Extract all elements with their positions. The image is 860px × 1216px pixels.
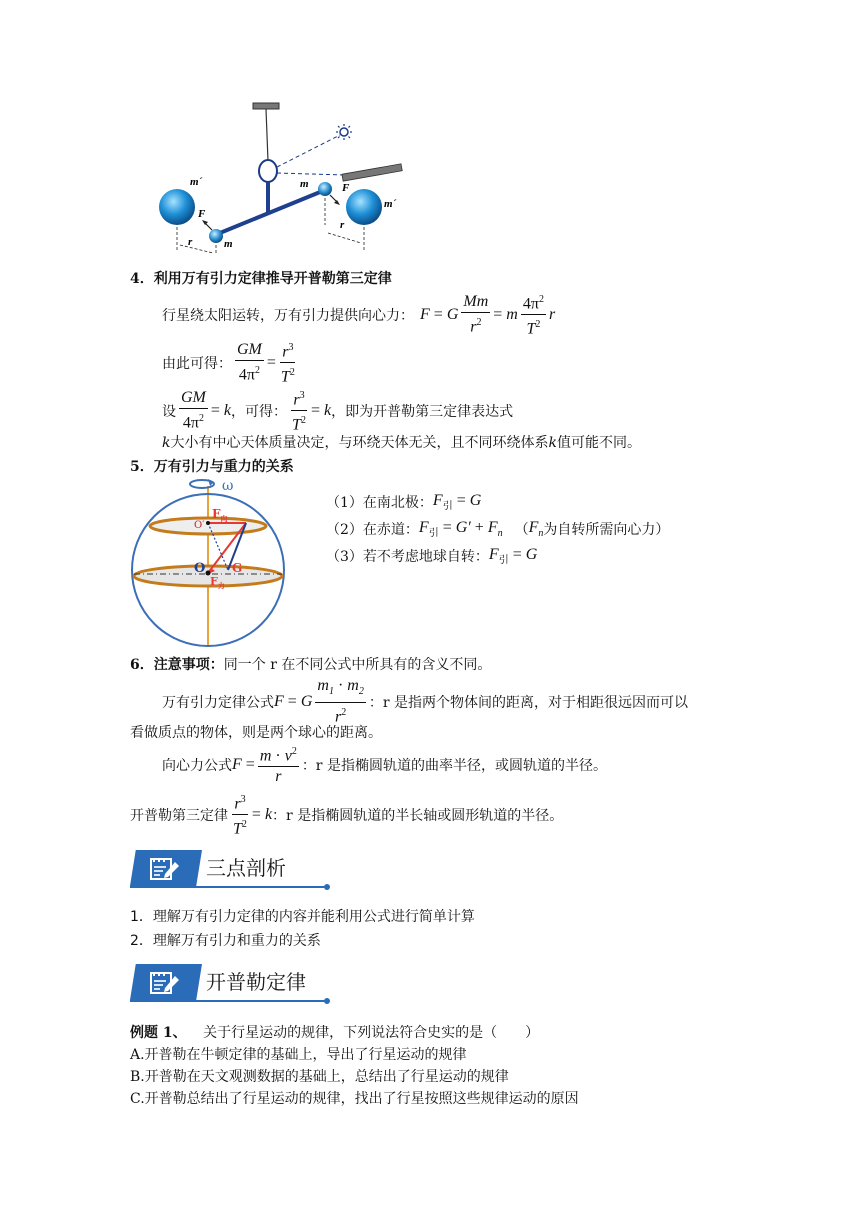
- omega-label: ω: [222, 478, 234, 494]
- section6-para3: 开普勒第三定律 $\frac{r^3}{T^2}$ = k ：r 是指椭圆轨道的半长轴或圆形轨道的半径。: [130, 790, 563, 840]
- section4-line3-suffix: ，即为开普勒第三定律表达式: [331, 403, 514, 420]
- section4-line3-mid: ，可得：: [231, 403, 288, 420]
- section4-line1-text: 行星绕太阳运转，万有引力提供向心力：: [162, 307, 414, 324]
- example-question: [130, 1022, 539, 1042]
- section-banner-analysis: [130, 850, 330, 890]
- section5-item2: （2）在赤道： $F_引 = G' + F_n$ （ $F_n$ 为自转所需向心力）: [326, 519, 670, 540]
- large-mass-right: [346, 189, 382, 225]
- section6-heading: 6．注意事项：: [130, 657, 224, 673]
- section6-para1-line2: 看做质点的物体，则是两个球心的距离。: [130, 725, 382, 741]
- banner-title: 三点剖析: [206, 856, 286, 880]
- formula-kepler3: $\frac{r^3}{T^2}$ = k: [228, 790, 272, 840]
- section4-line1: [162, 290, 555, 340]
- torsion-balance-figure: [150, 95, 410, 265]
- section4-heading: 4．利用万有引力定律推导开普勒第三定律: [130, 271, 392, 287]
- example-question-text: 关于行星运动的规律，下列说法符合史实的是（ ）: [203, 1025, 540, 1041]
- label-O: O: [194, 561, 206, 576]
- section5-item3: （3）若不考虑地球自转： $F_引 = G$: [326, 546, 538, 567]
- section4-line4-end: 值可能不同。: [556, 435, 641, 451]
- notepad-pencil-icon: [148, 854, 182, 882]
- formula-gravity-centripetal: F = G $\frac{Mm}{r^2}$ = m $\frac{4\pi^2}{T^2}$ r: [420, 290, 555, 340]
- section4-line4-k: k: [162, 435, 171, 451]
- point-2: 2．理解万有引力和重力的关系: [130, 933, 321, 949]
- point-1: 1．理解万有引力定律的内容并能利用公式进行简单计算: [130, 909, 475, 925]
- label-r-left: r: [188, 236, 193, 248]
- label-F-right: F: [342, 182, 350, 194]
- notepad-pencil-icon: [148, 968, 182, 996]
- label-F-li: $F_力$: [210, 575, 225, 590]
- formula-centripetal: F = $\frac{m \cdot v^2}{r}$: [232, 742, 302, 787]
- section4-line2: [162, 338, 300, 388]
- label-G: G: [232, 561, 243, 575]
- small-mass-left: [209, 229, 223, 243]
- formula-universal-gravitation: F = G $\frac{m_1 \cdot m_2}{r^2}$: [274, 677, 364, 726]
- large-mass-left: [159, 189, 195, 225]
- small-mass-right: [318, 182, 332, 196]
- section6-para2: 向心力公式 F = $\frac{m \cdot v^2}{r}$ ：r 是指椭圆轨道的曲率半径，或圆轨道的半径。: [162, 742, 607, 787]
- suspension-wire: [266, 109, 268, 161]
- label-O-prime: O′: [194, 520, 205, 531]
- section5-item1: （1）在南北极： $F_引 = G$: [326, 492, 482, 513]
- section6-para1: 万有引力定律公式 F = G $\frac{m_1 \cdot m_2}{r^2}$ ：r 是指两个物体间的距离，对于相距很远因而可以: [162, 677, 688, 726]
- option-c: C.开普勒总结出了行星运动的规律，找出了行星按照这些规律运动的原因: [130, 1091, 579, 1107]
- formula-gm-ratio: $\frac{GM}{4\pi^2}$ = $\frac{r^3}{T^2}$: [232, 338, 300, 388]
- label-m-left: m: [224, 238, 233, 250]
- section4-line2-text: 由此可得：: [162, 355, 232, 372]
- scale: [342, 164, 402, 181]
- light-source-icon: [336, 124, 352, 140]
- label-F-xiang: $F_向$: [212, 507, 228, 523]
- banner-title: 开普勒定律: [206, 970, 306, 994]
- label-m-prime-right: m´: [384, 198, 397, 210]
- section-banner-kepler: [130, 964, 330, 1004]
- section4-line4: k大小有中心天体质量决定，与环绕天体无关，且不同环绕体系k值可能不同。: [162, 435, 641, 451]
- example-label: 例题 1、: [130, 1025, 187, 1041]
- equator-plane: [134, 566, 282, 586]
- earth-gravity-figure: [128, 478, 288, 648]
- section4-line3-set: 设: [162, 403, 176, 420]
- mirror: [259, 160, 277, 182]
- section6-heading-line: [130, 654, 491, 674]
- ceiling-mount: [253, 103, 279, 109]
- section4-line4-text: 大小有中心天体质量决定，与环绕天体无关，且不同环绕体系: [170, 435, 549, 451]
- section5-heading: 5．万有引力与重力的关系: [130, 459, 294, 475]
- label-m-prime-left: m´: [190, 176, 203, 188]
- option-b: B.开普勒在天文观测数据的基础上，总结出了行星运动的规律: [130, 1069, 509, 1085]
- label-r-right: r: [340, 219, 345, 231]
- option-a: A.开普勒在牛顿定律的基础上，导出了行星运动的规律: [130, 1047, 467, 1063]
- section4-line3: 设 $\frac{GM}{4\pi^2}$ = k ，可得： $\frac{r^3}{T^2}$ = k ，即为开普勒第三定律表达式: [162, 386, 513, 436]
- section6-heading-rest: 同一个 r 在不同公式中所具有的含义不同。: [223, 657, 492, 673]
- label-m-right: m: [300, 178, 309, 190]
- label-F-left: F: [198, 208, 206, 220]
